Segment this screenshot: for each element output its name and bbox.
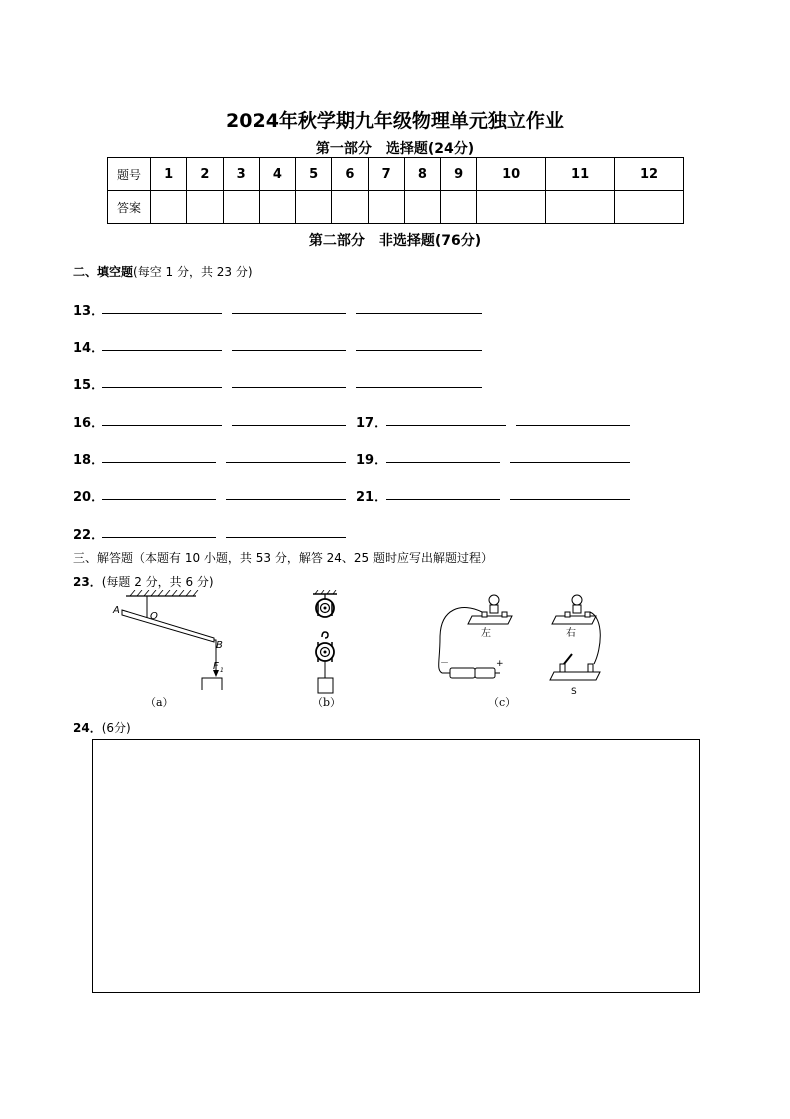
answer-cell[interactable] — [151, 191, 187, 224]
answer-blank[interactable] — [102, 499, 216, 500]
answer-blank[interactable] — [356, 313, 482, 314]
answer-blank[interactable] — [232, 387, 346, 388]
answer-blank[interactable] — [232, 350, 346, 351]
answer-cell[interactable] — [296, 191, 332, 224]
section2-label: 二、填空题 — [73, 265, 134, 279]
question-24-detail: (6分) — [101, 721, 131, 735]
question-number-cell: 12 — [615, 158, 684, 191]
question-15-number: 15． — [73, 378, 105, 393]
question-21-number: 21． — [356, 490, 388, 505]
answer-cell[interactable] — [368, 191, 404, 224]
question-18-number: 18． — [73, 453, 105, 468]
label-right: 右 — [566, 628, 576, 639]
section2-detail: (每空 1 分，共 23 分) — [133, 265, 253, 279]
question-number-cell: 7 — [368, 158, 404, 191]
question-number-cell: 4 — [259, 158, 295, 191]
answer-cell[interactable] — [404, 191, 440, 224]
answer-blank[interactable] — [102, 537, 216, 538]
label-plus: + — [496, 659, 504, 669]
question-14-number: 14． — [73, 341, 105, 356]
question-number-cell: 3 — [223, 158, 259, 191]
answer-blank[interactable] — [510, 462, 630, 463]
answer-blank[interactable] — [102, 350, 222, 351]
question-20-number: 20． — [73, 490, 105, 505]
label-O: O — [150, 611, 158, 622]
lever-figure — [110, 590, 240, 690]
answer-blank[interactable] — [386, 499, 500, 500]
question-23-number: 23． — [73, 575, 102, 589]
pulley-figure — [305, 590, 345, 698]
section3-label: 三、解答题 — [73, 551, 134, 565]
answer-table-row-answers — [108, 191, 684, 224]
question-number-cell: 9 — [441, 158, 477, 191]
pulley-weight — [318, 678, 333, 693]
weight-block — [202, 678, 222, 690]
answer-cell[interactable] — [477, 191, 546, 224]
answer-table-row-numbers — [108, 158, 684, 191]
label-minus: － — [440, 659, 450, 669]
circuit-figure — [432, 588, 612, 698]
section2-heading — [73, 263, 253, 280]
answer-blank[interactable] — [226, 462, 346, 463]
question-22-number: 22． — [73, 528, 105, 543]
answer-blank[interactable] — [232, 313, 346, 314]
answer-blank[interactable] — [356, 387, 482, 388]
table-header-answer: 答案 — [108, 191, 151, 224]
question-24-heading — [73, 719, 131, 736]
question-13-number: 13． — [73, 304, 105, 319]
answer-blank[interactable] — [386, 462, 500, 463]
question-number-cell: 8 — [404, 158, 440, 191]
label-A: A — [113, 605, 120, 616]
question-24-number: 24． — [73, 721, 102, 735]
question-23-heading — [73, 573, 214, 590]
table-header-question-number: 题号 — [108, 158, 151, 191]
label-left: 左 — [481, 628, 491, 639]
answer-blank[interactable] — [516, 425, 630, 426]
label-s: S — [571, 687, 577, 697]
label-B: B — [216, 640, 223, 651]
label-F-subscript: 1 — [220, 667, 224, 674]
answer-blank[interactable] — [226, 499, 346, 500]
answer-cell[interactable] — [259, 191, 295, 224]
answer-blank[interactable] — [226, 537, 346, 538]
figure-b-caption: （b） — [312, 696, 342, 709]
answer-cell[interactable] — [223, 191, 259, 224]
answer-cell[interactable] — [441, 191, 477, 224]
answer-blank[interactable] — [232, 425, 346, 426]
answer-cell[interactable] — [332, 191, 368, 224]
answer-blank[interactable] — [102, 387, 222, 388]
answer-cell[interactable] — [546, 191, 615, 224]
battery-cell-2 — [475, 668, 495, 678]
answer-blank[interactable] — [510, 499, 630, 500]
switch-lever — [564, 654, 572, 664]
switch-base — [550, 672, 600, 680]
right-bulb — [572, 595, 582, 605]
left-bulb — [489, 595, 499, 605]
question-16-number: 16． — [73, 416, 105, 431]
question-number-cell: 11 — [546, 158, 615, 191]
answer-table — [107, 157, 684, 224]
answer-cell[interactable] — [615, 191, 684, 224]
answer-blank[interactable] — [102, 313, 222, 314]
answer-blank[interactable] — [102, 462, 216, 463]
question-number-cell: 5 — [296, 158, 332, 191]
figure-a-caption: （a） — [145, 696, 174, 709]
answer-blank[interactable] — [356, 350, 482, 351]
question-17-number: 17． — [356, 416, 388, 431]
answer-blank[interactable] — [386, 425, 506, 426]
section3-heading — [73, 549, 493, 566]
question-number-cell: 10 — [477, 158, 546, 191]
ceiling-hatching — [130, 590, 198, 596]
question-number-cell: 2 — [187, 158, 223, 191]
answer-cell[interactable] — [187, 191, 223, 224]
battery-cell-1 — [450, 668, 475, 678]
section3-detail: （本题有 10 小题，共 53 分，解答 24、25 题时应写出解题过程） — [133, 551, 493, 565]
question-19-number: 19． — [356, 453, 388, 468]
pulley-hook — [322, 632, 328, 638]
question-number-cell: 1 — [151, 158, 187, 191]
figure-c-caption: （c） — [488, 696, 517, 709]
page-title: 2024年秋学期九年级物理单元独立作业 — [226, 110, 564, 132]
answer-blank[interactable] — [102, 425, 222, 426]
question-number-cell: 6 — [332, 158, 368, 191]
question-24-answer-box[interactable] — [92, 739, 700, 993]
part1-title: 第一部分 选择题(24分) — [315, 141, 475, 157]
question-23-detail: (每题 2 分，共 6 分) — [101, 575, 214, 589]
lever-bar — [122, 610, 214, 642]
label-F: F — [213, 661, 219, 672]
part2-title: 第二部分 非选择题(76分) — [308, 233, 482, 249]
